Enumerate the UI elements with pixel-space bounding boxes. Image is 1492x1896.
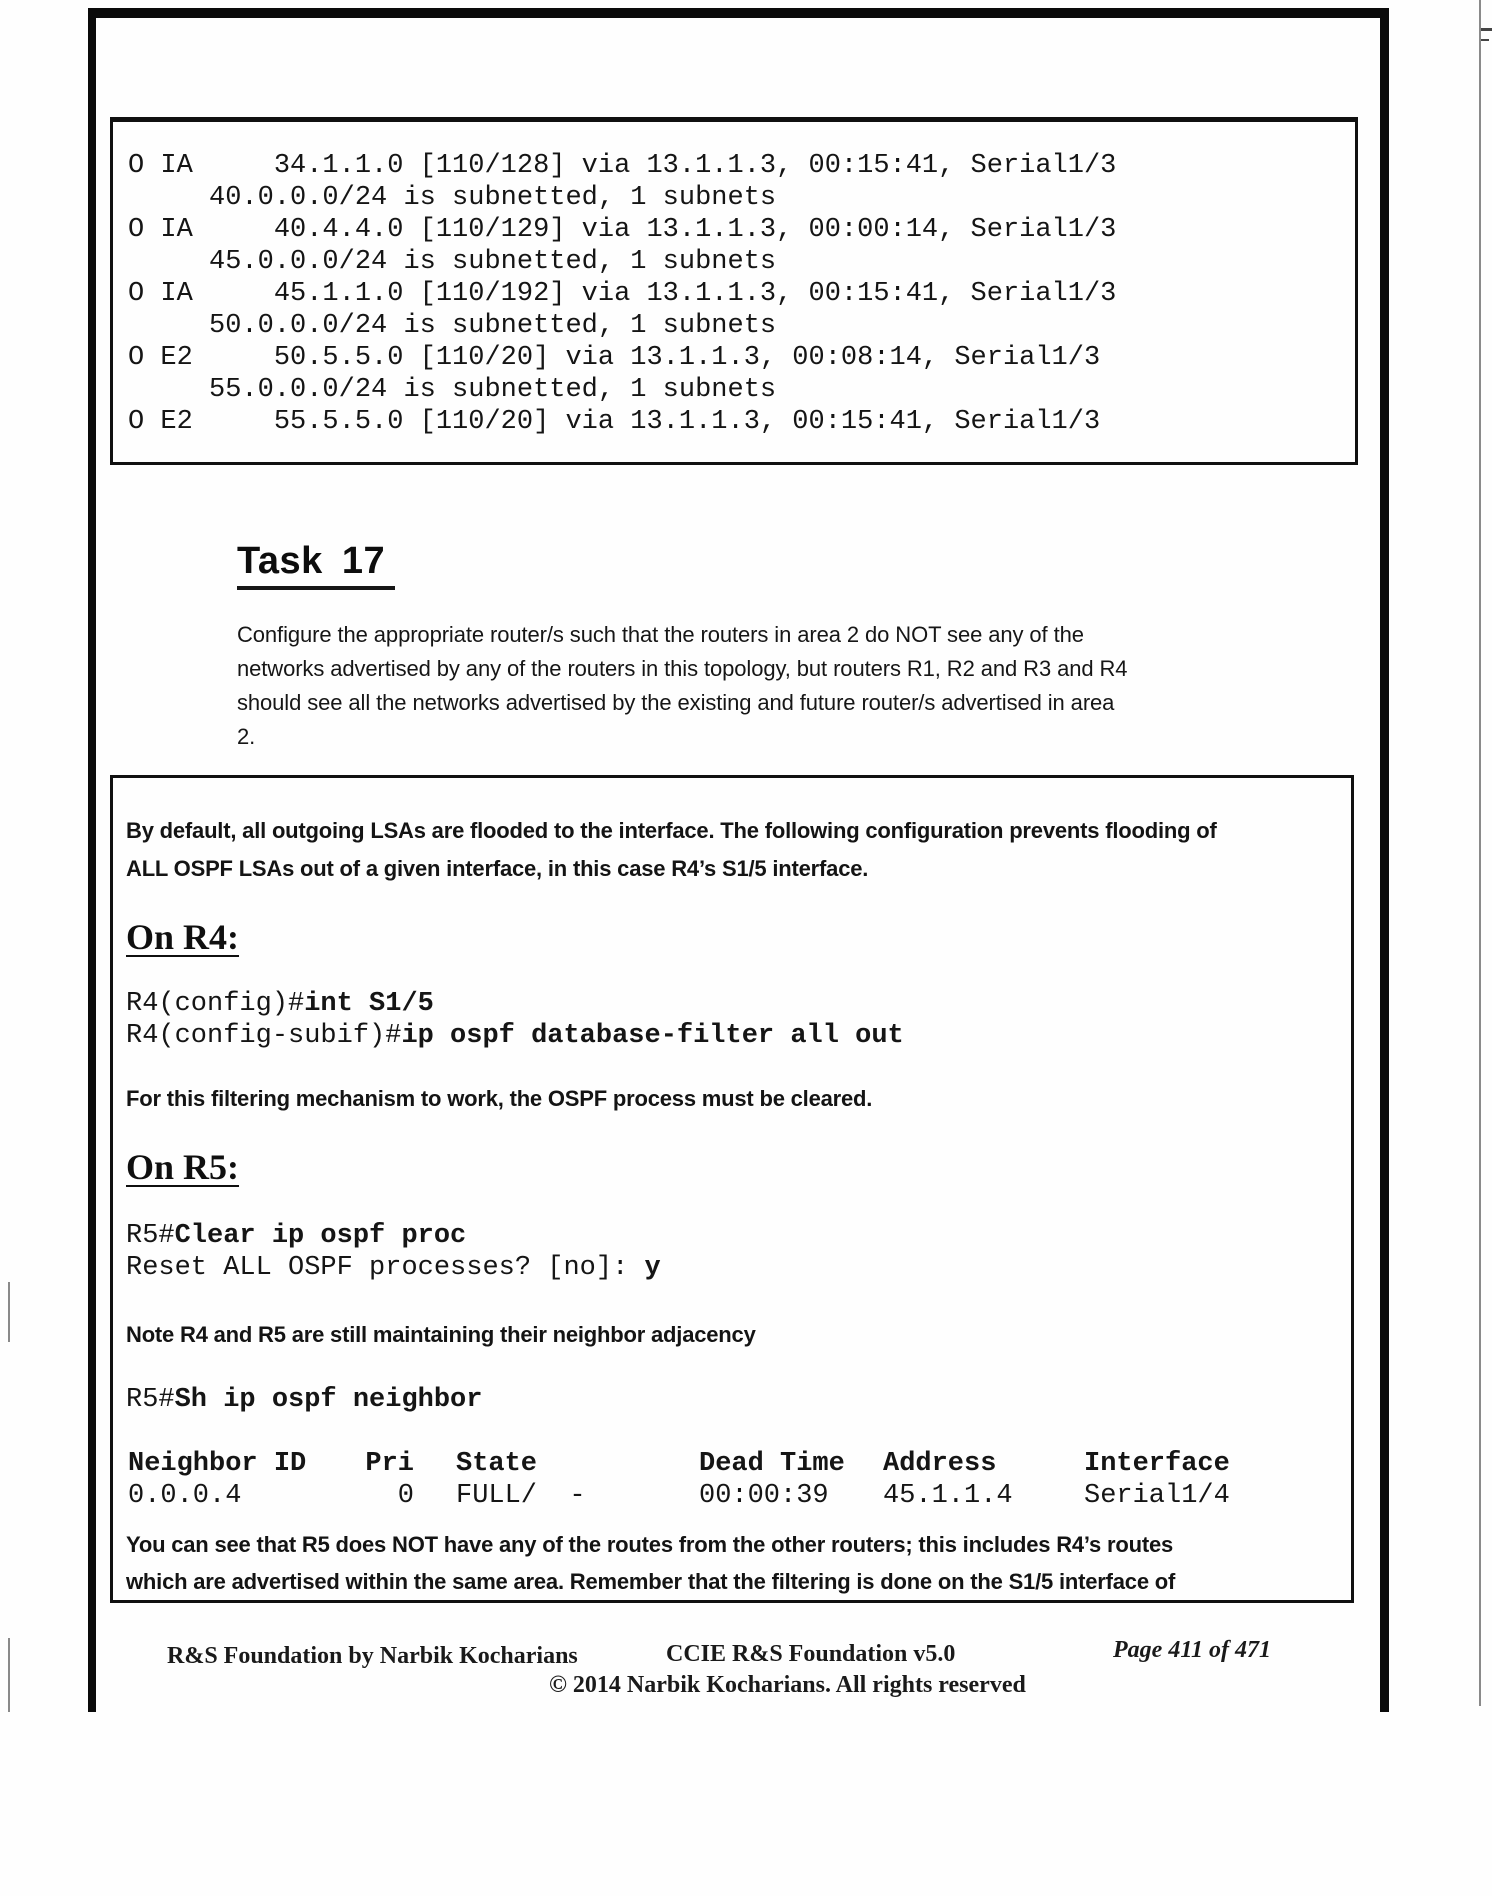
footer-copyright: © 2014 Narbik Kocharians. All rights reserved: [549, 1672, 1026, 1698]
r5-prompt: R5#: [126, 1221, 175, 1251]
text-line: ALL OSPF LSAs out of a given interface, in this case R4’s S1/5 interface.: [126, 856, 869, 881]
text-line: 45.0.0.0/24 is subnetted, 1 subnets: [128, 247, 777, 277]
scan-artifact-tick: [1481, 39, 1489, 41]
neighbor-table-row: [128, 1480, 1230, 1512]
solution-conclusion: [126, 1526, 1175, 1600]
text-line: Configure the appropriate router/s such that the routers in area 2 do NOT see any of the: [237, 622, 1084, 647]
table-cell: State: [456, 1449, 538, 1479]
task-title: Task 17: [237, 540, 395, 590]
text-line: which are advertised within the same area. Remember that the filtering is done on the S1/5 interface of: [126, 1569, 1176, 1594]
r5-reset-line: [126, 1252, 661, 1284]
table-cell: Pri: [365, 1449, 414, 1479]
r5-reset-prompt: Reset ALL OSPF processes? [no]:: [126, 1253, 645, 1283]
page-frame-right-border: [1380, 8, 1389, 1712]
table-cell: Serial1/4: [1084, 1481, 1230, 1511]
r5-show-prompt: R5#: [126, 1385, 175, 1415]
task-heading-wrap: [237, 540, 395, 590]
scan-artifact-tick: [1481, 28, 1492, 31]
r4-config-line-1: [126, 988, 434, 1020]
page-frame-left-border: [88, 8, 96, 1712]
text-line: O E2 55.5.5.0 [110/20] via 13.1.1.3, 00:15:41, Serial1/3: [128, 407, 1101, 437]
table-cell: Neighbor ID: [128, 1449, 307, 1479]
text-line: O E2 50.5.5.0 [110/20] via 13.1.1.3, 00:08:14, Serial1/3: [128, 343, 1101, 373]
text-line: 40.0.0.0/24 is subnetted, 1 subnets: [128, 183, 777, 213]
footer-page-number: Page 411 of 471: [1113, 1637, 1271, 1663]
scan-artifact-left-line: [8, 1638, 10, 1712]
task-description: [237, 618, 1127, 754]
scan-artifact-left-line: [8, 1282, 10, 1342]
neighbor-table-header: [128, 1448, 1230, 1480]
text-line: You can see that R5 does NOT have any of the routes from the other routers; this includes R4’s routes: [126, 1532, 1174, 1557]
r5-reset-answer: y: [644, 1253, 661, 1283]
scan-artifact-right-line: [1479, 0, 1481, 1706]
adjacency-note: Note R4 and R5 are still maintaining their neighbor adjacency: [126, 1322, 756, 1347]
solution-intro: [126, 812, 1217, 888]
page-frame-top-border: [88, 8, 1389, 18]
filtering-note: For this filtering mechanism to work, the OSPF process must be cleared.: [126, 1086, 873, 1111]
table-cell: Interface: [1084, 1449, 1230, 1479]
r5-show-line: [126, 1384, 482, 1416]
text-line: By default, all outgoing LSAs are flooded to the interface. The following configuration prevents flooding of: [126, 818, 1217, 843]
table-cell: FULL/ -: [456, 1481, 586, 1511]
table-cell: 0: [397, 1481, 414, 1511]
text-line: O IA 40.4.4.0 [110/129] via 13.1.1.3, 00:00:14, Serial1/3: [128, 215, 1117, 245]
r5-show-command: Sh ip ospf neighbor: [174, 1385, 483, 1415]
on-r4-heading: On R4:: [126, 917, 240, 957]
text-line: 55.0.0.0/24 is subnetted, 1 subnets: [128, 375, 777, 405]
text-line: should see all the networks advertised by the existing and future router/s advertised in area: [237, 690, 1115, 715]
table-cell: 0.0.0.4: [128, 1481, 242, 1511]
text-line: O IA 34.1.1.0 [110/128] via 13.1.1.3, 00:15:41, Serial1/3: [128, 151, 1117, 181]
table-cell: Dead Time: [699, 1449, 845, 1479]
table-cell: 45.1.1.4: [883, 1481, 1013, 1511]
r4-prompt-1: R4(config)#: [126, 989, 305, 1019]
r5-clear-line: [126, 1220, 466, 1252]
table-cell: 00:00:39: [699, 1481, 829, 1511]
routing-table-output: [128, 150, 1116, 438]
r5-clear-command: Clear ip ospf proc: [174, 1221, 467, 1251]
text-line: 50.0.0.0/24 is subnetted, 1 subnets: [128, 311, 777, 341]
r4-command-1: int S1/5: [304, 989, 434, 1019]
footer-book-title: R&S Foundation by Narbik Kocharians: [167, 1643, 578, 1669]
text-line: networks advertised by any of the routers in this topology, but routers R1, R2 and R3 and R4: [237, 656, 1128, 681]
table-cell: Address: [883, 1449, 997, 1479]
text-line: 2.: [237, 724, 256, 749]
footer-edition: CCIE R&S Foundation v5.0: [666, 1641, 956, 1667]
r4-command-2: ip ospf database-filter all out: [401, 1021, 904, 1051]
on-r5-heading: On R5:: [126, 1147, 240, 1187]
r4-prompt-2: R4(config-subif)#: [126, 1021, 402, 1051]
r4-config-line-2: [126, 1020, 904, 1052]
text-line: O IA 45.1.1.0 [110/192] via 13.1.1.3, 00:15:41, Serial1/3: [128, 279, 1117, 309]
